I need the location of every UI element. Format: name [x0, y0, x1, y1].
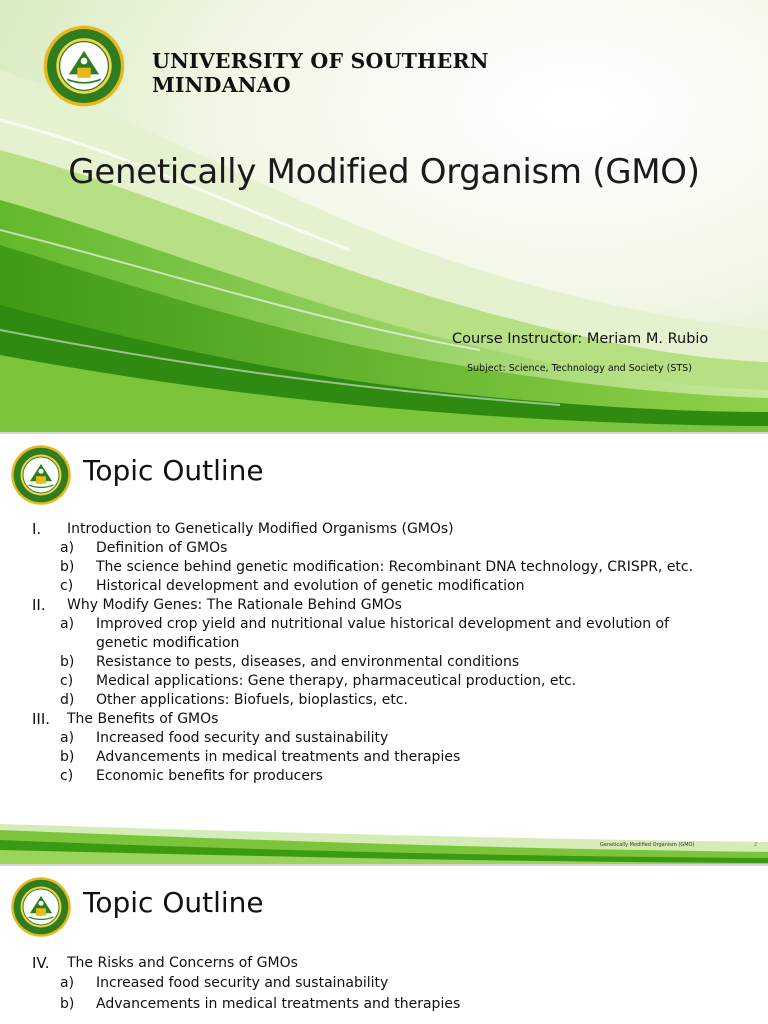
outline-section-header	[0, 710, 768, 729]
section-number: IV.	[32, 954, 50, 972]
outline-item	[0, 994, 768, 1015]
outline-section-header	[0, 596, 768, 615]
item-letter: a)	[60, 616, 75, 632]
outline-item	[0, 558, 768, 577]
topic-outline-slide-2	[0, 866, 768, 1024]
item-text: Advancements in medical treatments and therapies	[96, 996, 461, 1012]
item-text: Definition of GMOs	[96, 540, 228, 556]
item-text: Advancements in medical treatments and therapies	[96, 749, 461, 765]
footer-title: Genetically Modified Organism (GMO)	[600, 842, 695, 848]
item-text: Other applications: Biofuels, bioplastics, etc.	[96, 692, 408, 708]
outline-section	[0, 954, 768, 1015]
outline-heading: Topic Outline	[83, 886, 264, 919]
course-subject: Subject: Science, Technology and Society (STS)	[467, 363, 692, 374]
item-letter: c)	[60, 578, 74, 594]
section-title: The Benefits of GMOs	[67, 711, 219, 727]
item-text: Increased food security and sustainability	[96, 730, 389, 746]
outline-item	[0, 577, 768, 596]
university-name-line2: MINDANAO	[152, 73, 291, 97]
university-seal-logo	[38, 24, 130, 108]
item-letter: b)	[60, 654, 75, 670]
outline-item	[0, 653, 768, 672]
presentation-title: Genetically Modified Organism (GMO)	[68, 152, 700, 192]
page-number: 2	[754, 842, 758, 848]
university-name-line1: UNIVERSITY OF SOUTHERN	[152, 49, 489, 73]
outline-item	[0, 615, 768, 653]
outline-section	[0, 596, 768, 710]
course-instructor: Course Instructor: Meriam M. Rubio	[452, 331, 709, 347]
item-letter: a)	[60, 975, 75, 991]
outline-item	[0, 729, 768, 748]
item-letter: a)	[60, 540, 75, 556]
section-title: The Risks and Concerns of GMOs	[67, 955, 298, 971]
item-letter: d)	[60, 692, 75, 708]
outline-item	[0, 539, 768, 558]
item-letter: c)	[60, 673, 74, 689]
outline-section-header	[0, 954, 768, 973]
section-title: Introduction to Genetically Modified Organisms (GMOs)	[67, 521, 454, 537]
item-letter: b)	[60, 749, 75, 765]
outline-item	[0, 748, 768, 767]
outline-item	[0, 973, 768, 994]
outline-item	[0, 672, 768, 691]
item-text: Historical development and evolution of genetic modification	[96, 578, 525, 594]
outline-item	[0, 691, 768, 710]
university-seal-logo	[10, 444, 72, 506]
university-seal-logo	[10, 876, 72, 938]
footer-green-band	[0, 816, 768, 864]
item-letter: b)	[60, 996, 75, 1012]
item-text: Improved crop yield and nutritional value historical development and evolution of genetic modification	[96, 616, 670, 651]
section-number: I.	[32, 520, 42, 538]
topic-outline-slide-1	[0, 434, 768, 864]
item-letter: c)	[60, 768, 74, 784]
item-text: Economic benefits for producers	[96, 768, 323, 784]
section-number: II.	[32, 596, 46, 614]
topic-outline-list	[0, 954, 768, 1015]
outline-section	[0, 710, 768, 786]
outline-item	[0, 767, 768, 786]
topic-outline-list	[0, 520, 768, 786]
item-letter: a)	[60, 730, 75, 746]
section-title: Why Modify Genes: The Rationale Behind GMOs	[67, 597, 402, 613]
item-text: The science behind genetic modification: Recombinant DNA technology, CRISPR, etc.	[96, 559, 694, 575]
item-text: Increased food security and sustainability	[96, 975, 389, 991]
outline-section-header	[0, 520, 768, 539]
university-name	[152, 49, 489, 97]
item-letter: b)	[60, 559, 75, 575]
title-slide	[0, 0, 768, 432]
item-text: Resistance to pests, diseases, and environmental conditions	[96, 654, 520, 670]
item-text: Medical applications: Gene therapy, pharmaceutical production, etc.	[96, 673, 577, 689]
outline-section	[0, 520, 768, 596]
section-number: III.	[32, 710, 51, 728]
outline-heading: Topic Outline	[83, 454, 264, 487]
